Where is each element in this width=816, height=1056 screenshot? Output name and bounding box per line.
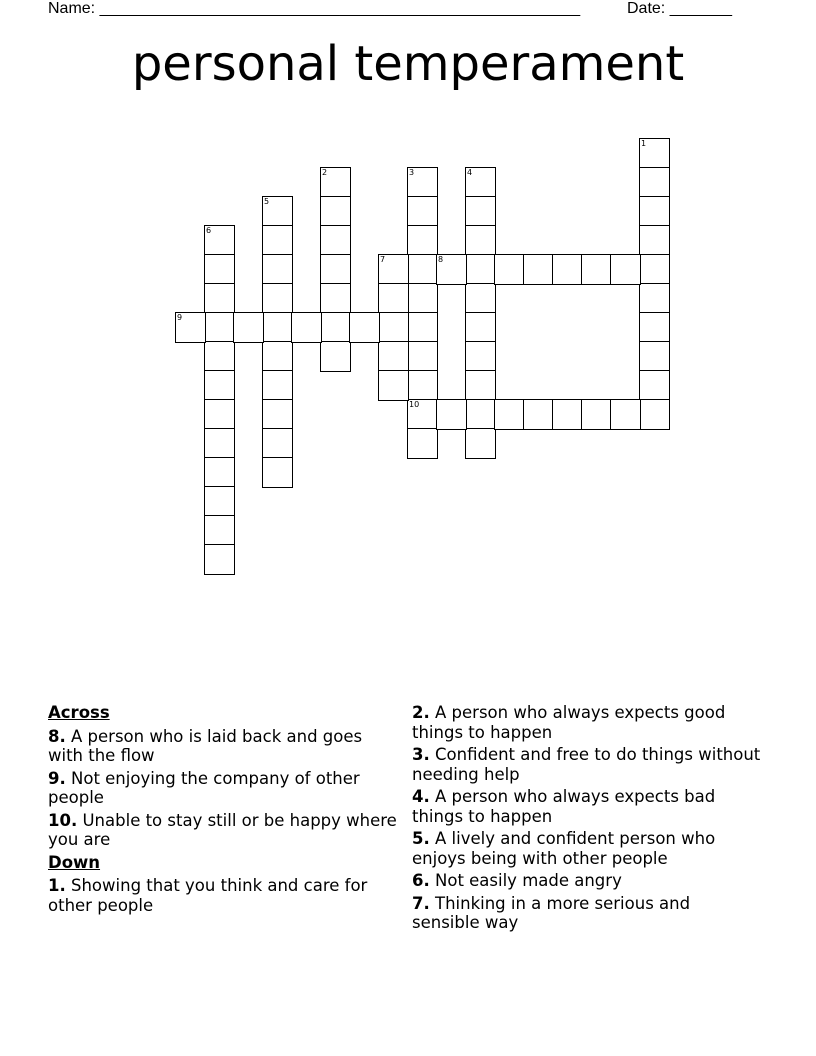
clue-text: Showing that you think and care for other people [48, 876, 368, 915]
grid-cell[interactable] [494, 399, 525, 430]
grid-cell[interactable] [407, 399, 438, 430]
clue-text: A person who is laid back and goes with the flow [48, 726, 363, 765]
clue-text: Unable to stay still or be happy where you are [48, 810, 397, 849]
grid-cell[interactable] [465, 167, 496, 198]
grid-cell[interactable] [407, 370, 438, 401]
grid-cell[interactable] [378, 254, 409, 285]
clue-number-label: 8 [438, 255, 444, 264]
grid-cell[interactable] [465, 225, 496, 256]
grid-cell[interactable] [465, 254, 496, 285]
across-heading: Across [48, 703, 110, 722]
grid-cell[interactable] [465, 283, 496, 314]
grid-cell[interactable] [639, 283, 670, 314]
grid-cell[interactable] [639, 225, 670, 256]
clue-number: 9. [48, 768, 66, 788]
clue-text: A lively and confident person who enjoys being with other people [412, 829, 716, 868]
clue-number-label: 6 [206, 226, 212, 235]
clue-text: Thinking in a more serious and sensible way [412, 893, 691, 932]
grid-cell[interactable] [436, 399, 467, 430]
grid-cell[interactable] [465, 399, 496, 430]
name-field-label: Name: ______________________________________________________ [48, 0, 581, 17]
clue-number-label: 7 [380, 255, 386, 264]
clue-number-label: 1 [641, 139, 647, 148]
clue-across-8 [48, 727, 398, 766]
grid-cell[interactable] [204, 399, 235, 430]
grid-cell[interactable] [320, 254, 351, 285]
grid-cell[interactable] [639, 196, 670, 227]
down-heading: Down [48, 852, 101, 872]
grid-cell[interactable] [407, 428, 438, 459]
grid-cell[interactable] [320, 283, 351, 314]
grid-cell[interactable] [378, 370, 409, 401]
grid-cell[interactable] [639, 341, 670, 372]
grid-cell[interactable] [233, 312, 264, 343]
grid-cell[interactable] [465, 196, 496, 227]
grid-cell[interactable] [320, 341, 351, 372]
grid-cell[interactable] [204, 283, 235, 314]
grid-cell[interactable] [204, 341, 235, 372]
grid-cell[interactable] [465, 428, 496, 459]
grid-cell[interactable] [552, 254, 583, 285]
grid-cell[interactable] [639, 312, 670, 343]
grid-cell[interactable] [407, 167, 438, 198]
grid-cell[interactable] [262, 196, 293, 227]
grid-cell[interactable] [320, 312, 351, 343]
grid-cell[interactable] [639, 399, 670, 430]
clue-across-9 [48, 769, 398, 808]
grid-cell[interactable] [610, 254, 641, 285]
clues-column-left [48, 703, 398, 918]
grid-cell[interactable] [378, 283, 409, 314]
clue-number: 1. [48, 876, 66, 895]
grid-cell[interactable] [262, 254, 293, 285]
date-field-label: Date: _______ [627, 0, 732, 17]
grid-cell[interactable] [523, 399, 554, 430]
clue-number-label: 5 [264, 197, 270, 206]
grid-cell[interactable] [320, 196, 351, 227]
grid-cell[interactable] [465, 312, 496, 343]
grid-cell[interactable] [407, 341, 438, 372]
clue-number: 7. [412, 893, 430, 913]
clue-number: 10. [48, 810, 78, 830]
clue-text: A person who always expects bad things to happen [412, 787, 716, 826]
grid-cell[interactable] [407, 225, 438, 256]
grid-cell[interactable] [204, 428, 235, 459]
grid-cell[interactable] [262, 370, 293, 401]
clue-down-1 [48, 876, 398, 915]
clue-number: 4. [412, 787, 430, 806]
clue-number-label: 3 [409, 168, 415, 177]
clue-number: 5. [412, 829, 430, 848]
grid-cell[interactable] [581, 399, 612, 430]
grid-cell[interactable] [320, 167, 351, 198]
page-title: personal temperament [131, 36, 685, 92]
grid-cell[interactable] [262, 428, 293, 459]
grid-cell[interactable] [262, 399, 293, 430]
clue-down-2 [412, 703, 762, 742]
grid-cell[interactable] [204, 370, 235, 401]
grid-cell[interactable] [204, 544, 235, 575]
clue-number-label: 2 [322, 168, 328, 177]
clue-number: 6. [412, 871, 430, 890]
grid-cell[interactable] [494, 254, 525, 285]
grid-cell[interactable] [639, 138, 670, 169]
grid-cell[interactable] [639, 167, 670, 198]
clue-number: 3. [412, 745, 430, 764]
grid-cell[interactable] [175, 312, 206, 343]
grid-cell[interactable] [204, 254, 235, 285]
grid-cell[interactable] [262, 283, 293, 314]
grid-cell[interactable] [436, 254, 467, 285]
grid-cell[interactable] [465, 370, 496, 401]
grid-cell[interactable] [291, 312, 322, 343]
grid-cell[interactable] [320, 225, 351, 256]
grid-cell[interactable] [581, 254, 612, 285]
grid-cell[interactable] [204, 457, 235, 488]
grid-cell[interactable] [407, 312, 438, 343]
grid-cell[interactable] [378, 341, 409, 372]
grid-cell[interactable] [523, 254, 554, 285]
grid-cell[interactable] [204, 515, 235, 546]
grid-cell[interactable] [262, 312, 293, 343]
clue-down-3 [412, 745, 762, 784]
grid-cell[interactable] [552, 399, 583, 430]
clue-number-label: 4 [467, 168, 473, 177]
clue-down-4 [412, 787, 762, 826]
grid-cell[interactable] [262, 457, 293, 488]
clues-column-right [412, 703, 762, 936]
grid-cell[interactable] [610, 399, 641, 430]
grid-cell[interactable] [204, 486, 235, 517]
grid-cell[interactable] [204, 312, 235, 343]
grid-cell[interactable] [465, 341, 496, 372]
grid-cell[interactable] [349, 312, 380, 343]
clue-number: 8. [48, 726, 66, 746]
clue-text: Confident and free to do things without needing help [412, 745, 761, 784]
clue-number-label: 9 [177, 313, 183, 322]
clue-across-10 [48, 811, 398, 850]
clue-text: A person who always expects good things to happen [412, 703, 726, 742]
grid-cell[interactable] [407, 254, 438, 285]
grid-cell[interactable] [407, 196, 438, 227]
clue-down-5 [412, 829, 762, 868]
clue-down-6 [412, 871, 762, 891]
grid-cell[interactable] [639, 254, 670, 285]
clue-down-7 [412, 894, 762, 933]
clue-text: Not easily made angry [435, 871, 622, 890]
grid-cell[interactable] [204, 225, 235, 256]
clue-number: 2. [412, 703, 430, 722]
grid-cell[interactable] [639, 370, 670, 401]
grid-cell[interactable] [262, 225, 293, 256]
grid-cell[interactable] [407, 283, 438, 314]
clue-text: Not enjoying the company of other people [48, 768, 360, 807]
grid-cell[interactable] [378, 312, 409, 343]
clue-number-label: 10 [409, 400, 420, 409]
grid-cell[interactable] [262, 341, 293, 372]
